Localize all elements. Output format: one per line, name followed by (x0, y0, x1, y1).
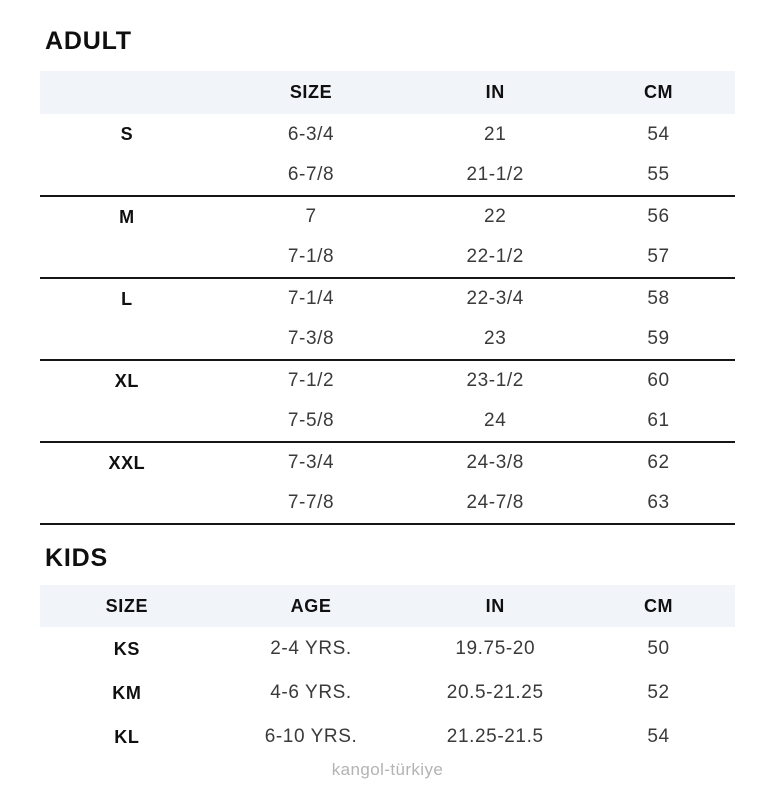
table-row (40, 196, 735, 237)
table-row (40, 442, 735, 483)
table-row (40, 155, 735, 196)
size-label: KS (113, 638, 140, 659)
in-cell: 22-3/4 (466, 288, 524, 309)
size-cell: 7-7/8 (287, 492, 335, 513)
size-cell: 6-3/4 (287, 123, 335, 145)
table-row (40, 671, 735, 715)
cm-cell: 58 (647, 288, 670, 309)
cm-cell: 50 (647, 638, 670, 659)
in-cell: 20.5-21.25 (446, 682, 544, 703)
size-label: KL (114, 726, 140, 747)
cm-cell: 52 (647, 682, 670, 703)
size-cell: 7-3/4 (287, 452, 335, 473)
age-cell: 6-10 YRS. (264, 726, 358, 747)
table-row (40, 483, 735, 524)
size-cell: 7-1/4 (287, 288, 335, 309)
in-cell: 24 (484, 410, 507, 431)
cm-cell: 54 (647, 123, 670, 145)
kids-table-body (40, 627, 735, 759)
size-label: M (119, 206, 135, 227)
column-header-cm: CM (643, 595, 674, 616)
in-cell: 21.25-21.5 (446, 726, 544, 747)
size-label-blank (40, 319, 214, 360)
cm-cell: 59 (647, 328, 670, 349)
size-label-blank (40, 237, 214, 278)
column-header-in: IN (485, 82, 505, 102)
watermark-text: kangol-türkiye (331, 760, 444, 779)
size-cell: 6-7/8 (287, 164, 335, 185)
adult-size-table (40, 71, 735, 525)
adult-table-header (40, 71, 735, 114)
cm-cell: 62 (647, 452, 670, 473)
size-label-blank (40, 155, 214, 196)
in-cell: 22 (484, 206, 507, 227)
adult-size-group-m (40, 196, 735, 278)
age-cell: 2-4 YRS. (270, 638, 352, 659)
size-cell: 7 (305, 206, 317, 227)
cm-cell: 61 (647, 410, 670, 431)
table-row (40, 278, 735, 319)
cm-cell: 55 (647, 164, 670, 185)
in-cell: 19.75-20 (455, 638, 536, 659)
column-header-age: AGE (290, 595, 332, 616)
in-cell: 23-1/2 (466, 370, 524, 391)
size-cell: 7-1/2 (287, 370, 335, 391)
size-label: XXL (108, 452, 146, 473)
cm-cell: 56 (647, 206, 670, 227)
table-row (40, 360, 735, 401)
cm-cell: 60 (647, 370, 670, 391)
size-cell: 7-1/8 (287, 246, 335, 267)
column-header-size: SIZE (289, 82, 333, 102)
size-label-blank (40, 483, 214, 524)
header-row (40, 71, 735, 114)
kids-size-table (40, 585, 735, 759)
size-label: S (120, 124, 134, 144)
cm-cell: 57 (647, 246, 670, 267)
size-label: XL (114, 370, 139, 391)
kids-table-header (40, 585, 735, 627)
in-cell: 23 (484, 328, 507, 349)
in-cell: 24-7/8 (466, 492, 524, 513)
size-label-blank (40, 401, 214, 442)
in-cell: 24-3/8 (466, 452, 524, 473)
size-cell: 7-5/8 (287, 410, 335, 431)
in-cell: 21-1/2 (466, 164, 524, 185)
table-row (40, 319, 735, 360)
column-header-cm: CM (643, 82, 674, 102)
column-header-blank (40, 71, 214, 114)
table-row (40, 237, 735, 278)
table-row (40, 114, 735, 155)
header-row (40, 585, 735, 627)
adult-size-group-xxl (40, 442, 735, 524)
cm-cell: 63 (647, 492, 670, 513)
kids-section-title: KIDS (45, 544, 108, 572)
adult-size-group-s (40, 114, 735, 196)
cm-cell: 54 (647, 726, 670, 747)
table-row (40, 715, 735, 759)
in-cell: 22-1/2 (466, 246, 524, 267)
adult-section-title: ADULT (45, 27, 132, 55)
column-header-in: IN (485, 595, 505, 616)
size-label: L (121, 288, 133, 309)
size-chart-page (0, 29, 776, 780)
table-row (40, 401, 735, 442)
age-cell: 4-6 YRS. (270, 682, 352, 703)
table-row (40, 627, 735, 671)
adult-size-group-l (40, 278, 735, 360)
column-header-size: SIZE (105, 595, 149, 616)
adult-size-group-xl (40, 360, 735, 442)
size-cell: 7-3/8 (287, 328, 335, 349)
size-label: KM (112, 682, 142, 703)
in-cell: 21 (484, 123, 507, 145)
